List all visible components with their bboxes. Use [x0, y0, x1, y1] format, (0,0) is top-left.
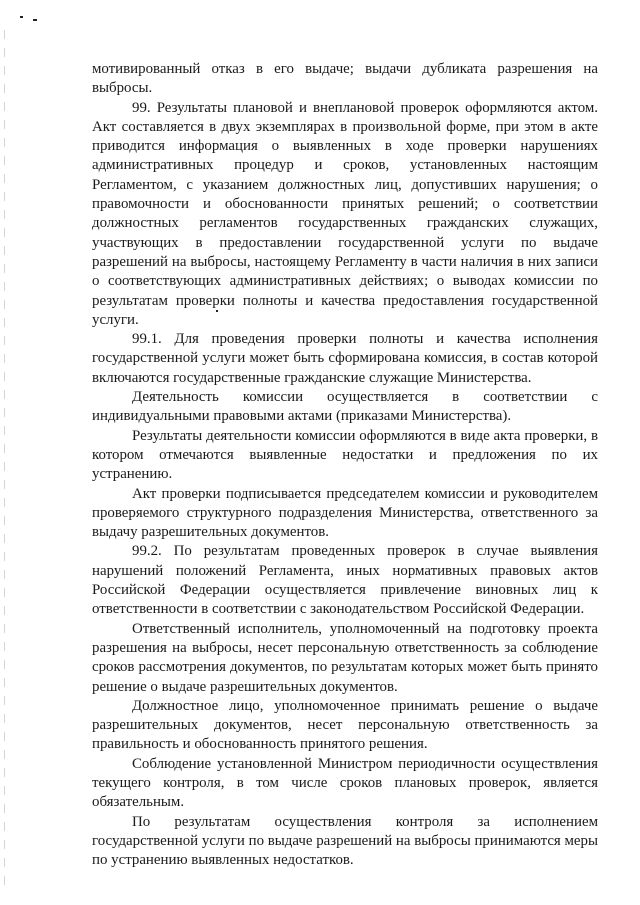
paragraph-commission-results: Результаты деятельности комиссии оформляются в виде акта проверки, в котором отмечаются выявленные недостатки и предложения по их устранению.	[92, 427, 598, 483]
paragraph-control-periodicity: Соблюдение установленной Министром периодичности осуществления текущего контроля, в том числе сроков плановых проверок, является обязательным.	[92, 755, 598, 811]
paragraph-commission-activity: Деятельность комиссии осуществляется в соответствии с индивидуальными правовыми актами (приказами Министерства).	[92, 389, 598, 425]
paragraph-99: 99. Результаты плановой и внеплановой проверок оформляются актом. Акт составляется в двух экземплярах в произвольной форме, при этом в акте приводится информация о выявленных в ходе проверки нарушениях административных процедур и сроков, установленных настоящим Регламентом, с указанием должностных лиц, допустивших нарушения; о правомочности и обоснованности принятых решений; о соответствии должностных регламентов государственных гражданских служащих, участвующих в предоставлении государственной услуги по выдаче разрешений на выбросы, настоящему Регламенту в части наличия в них записи о соответствующих административных действиях; о выводах комиссии по результатам проверки полноты и качества предоставления государственной услуги.	[92, 99, 598, 328]
scan-speck	[20, 16, 23, 18]
paragraph-executor-responsibility: Ответственный исполнитель, уполномоченный на подготовку проекта разрешения на выбросы, несет персональную ответственность за соблюдение сроков рассмотрения документов, по результатам которых может быть принято решение о выдаче разрешительных документов.	[92, 620, 598, 695]
scan-speck	[33, 19, 37, 21]
paragraph-control-measures: По результатам осуществления контроля за исполнением государственной услуги по выдаче разрешений на выбросы принимаются меры по устранению выявленных недостатков.	[92, 813, 598, 869]
document-body	[92, 60, 598, 870]
paragraph-official-responsibility: Должностное лицо, уполномоченное принимать решение о выдаче разрешительных документов, несет персональную ответственность за правильность и обоснованность принятого решения.	[92, 697, 598, 753]
paragraph-99-1: 99.1. Для проведения проверки полноты и качества исполнения государственной услуги может быть сформирована комиссия, в состав которой включаются государственные гражданские служащие Министерства.	[92, 331, 598, 386]
paragraph-act-signing: Акт проверки подписывается председателем комиссии и руководителем проверяемого структурного подразделения Министерства, ответственного за выдачу разрешительных документов.	[92, 485, 598, 541]
paragraph-continuation: мотивированный отказ в его выдаче; выдачи дубликата разрешения на выбросы.	[92, 61, 598, 97]
paragraph-99-2: 99.2. По результатам проведенных проверок в случае выявления нарушений положений Регламента, иных нормативных правовых актов Российской Федерации осуществляется привлечение виновных лиц к ответственности в соответствии с законодательством Российской Федерации.	[92, 543, 598, 618]
scan-edge-noise	[4, 30, 5, 890]
